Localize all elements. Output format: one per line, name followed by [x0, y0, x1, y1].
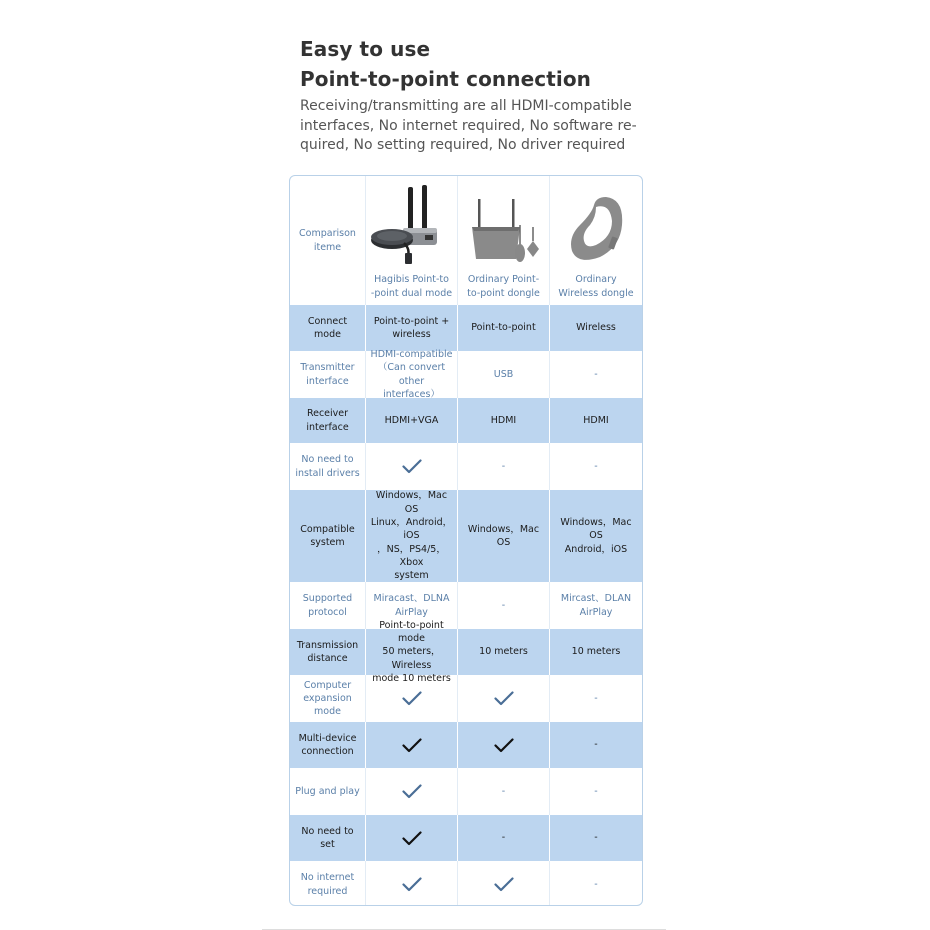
cell-value: HDMI [490, 414, 517, 426]
row-label-cell [290, 490, 366, 582]
row-label-cell [290, 722, 366, 768]
header [300, 34, 640, 156]
description-line: quired, No setting required, No driver required [300, 137, 626, 153]
cell-value: - [594, 368, 598, 380]
checkmark-icon [402, 691, 422, 706]
checkmark-icon [494, 877, 514, 892]
cell-value: mode 10 meters [372, 672, 451, 684]
cell-value: HDMI-compatible [370, 348, 453, 360]
checkmark-cell [458, 861, 550, 906]
product-hagibis-cell [366, 176, 458, 305]
row-label-cell [290, 815, 366, 861]
row-label-cell [290, 398, 366, 443]
product-ordinary-wireless-cell [550, 176, 642, 305]
checkmark-cell [366, 768, 458, 815]
value-cell [458, 815, 550, 861]
row-label: No internet [300, 872, 355, 884]
cell-value: - [594, 878, 598, 890]
checkmark-icon [402, 784, 422, 799]
wireless-dongle-icon [566, 193, 626, 267]
checkmark-cell [458, 675, 550, 722]
value-cell [458, 443, 550, 490]
cell-value: - [501, 599, 506, 611]
product-ordinary-p2p-cell [458, 176, 550, 305]
cell-value: - [501, 785, 506, 797]
value-cell [458, 305, 550, 351]
row-label: required [307, 885, 348, 897]
comparison-label-cell [290, 176, 366, 305]
row-label: Compatible [300, 523, 355, 535]
cell-value: - [594, 785, 598, 797]
checkmark-icon [402, 738, 422, 753]
value-cell [366, 348, 458, 400]
value-cell [550, 305, 642, 351]
cell-value: Android，iOS [564, 543, 628, 555]
cell-value: ，NS，PS4/5，Xbox [377, 543, 446, 568]
product-name: to-point dongle [467, 287, 540, 299]
checkmark-cell [366, 443, 458, 490]
value-cell [550, 722, 642, 768]
table-row [290, 305, 642, 351]
table-row [290, 768, 642, 815]
value-cell [458, 629, 550, 675]
cell-value: 10 meters [479, 646, 528, 658]
table-row [290, 861, 642, 906]
page-description [300, 97, 640, 156]
checkmark-cell [366, 675, 458, 722]
cell-value: - [594, 832, 598, 844]
value-cell [550, 629, 642, 675]
table-row [290, 443, 642, 490]
row-label: Transmission [296, 639, 359, 651]
table-header-row [290, 176, 642, 305]
cell-value: HDMI [583, 414, 609, 426]
row-label-cell [290, 675, 366, 722]
table-row [290, 815, 642, 861]
value-cell [366, 619, 458, 684]
cell-value: Windows，Mac OS [467, 523, 540, 548]
row-label: Supported [302, 593, 353, 605]
cell-value: wireless [392, 329, 431, 340]
product-name: Ordinary Point- [467, 274, 540, 286]
value-cell [550, 398, 642, 443]
checkmark-icon [494, 691, 514, 706]
row-label: interface [306, 375, 349, 387]
cell-value: - [594, 739, 598, 751]
product-name: Ordinary [575, 274, 617, 286]
page-title-line2: Point-to-point connection [300, 67, 592, 91]
cell-value: interfaces） [383, 388, 440, 400]
cell-value: Windows，Mac OS [375, 490, 448, 515]
cell-value: - [501, 832, 506, 844]
table-row [290, 348, 642, 400]
row-label: No need to set [301, 825, 354, 850]
checkmark-icon [494, 738, 514, 753]
row-label-cell [290, 861, 366, 906]
row-label-cell [290, 351, 366, 398]
cell-value: Point-to-point [471, 322, 536, 334]
checkmark-cell [458, 722, 550, 768]
row-label: Computer [303, 679, 352, 691]
table-row [290, 398, 642, 443]
router-with-dongles-icon [464, 197, 544, 267]
value-cell [550, 675, 642, 722]
table-row [290, 619, 642, 684]
value-cell [458, 490, 550, 582]
value-cell [366, 305, 458, 351]
checkmark-icon [402, 459, 422, 474]
product-name: -point dual mode [370, 287, 453, 299]
table-row [290, 582, 642, 629]
row-label: Plug and play [295, 785, 360, 797]
cell-value: （Can convert other [377, 362, 446, 387]
description-line: interfaces, No internet required, No software re- [300, 117, 637, 134]
value-cell [458, 398, 550, 443]
checkmark-cell [366, 815, 458, 861]
row-label-cell [290, 443, 366, 490]
row-label-cell [290, 582, 366, 629]
cell-value: USB [493, 368, 514, 380]
description-line: Receiving/transmitting are all HDMI-compatible [300, 98, 632, 114]
cell-value: Linux，Android，iOS [370, 517, 453, 542]
cell-value: 50 meters，Wireless [382, 646, 441, 671]
cell-value: Windows，Mac OS [560, 517, 632, 542]
cell-value: - [501, 460, 506, 472]
row-label: expansion mode [303, 692, 352, 718]
cell-value: Miracast、DLNA [373, 593, 450, 605]
value-cell [458, 582, 550, 629]
value-cell [550, 582, 642, 629]
row-label: Connect mode [307, 315, 348, 340]
comparison-table [289, 175, 643, 906]
cell-value: AirPlay [395, 606, 428, 618]
row-label-cell [290, 305, 366, 351]
comparison-label: Comparison [299, 228, 356, 240]
row-label: Transmitter [300, 362, 355, 374]
value-cell [550, 768, 642, 815]
table-row [290, 675, 642, 722]
value-cell [550, 861, 642, 906]
value-cell [550, 443, 642, 490]
value-cell [366, 398, 458, 443]
value-cell [458, 768, 550, 815]
row-label: connection [301, 746, 354, 757]
table-row [290, 490, 642, 582]
cell-value: Point-to-point mode [379, 619, 444, 645]
row-label: install drivers [295, 467, 360, 479]
checkmark-icon [402, 877, 422, 892]
value-cell [366, 490, 458, 582]
row-label-cell [290, 629, 366, 675]
row-label: system [310, 537, 345, 548]
comparison-label: iteme [313, 241, 342, 253]
row-label: protocol [308, 606, 347, 618]
cell-value: - [594, 692, 598, 704]
cell-value: Wireless [576, 322, 616, 334]
value-cell [458, 351, 550, 398]
value-cell [550, 490, 642, 582]
checkmark-icon [402, 831, 422, 846]
value-cell [550, 351, 642, 398]
cell-value: Point-to-point + [373, 315, 450, 327]
row-label: No need to [301, 454, 354, 466]
cell-value: system [394, 570, 429, 582]
page-title-line1: Easy to use [300, 37, 431, 61]
hagibis-transmitter-receiver-icon [370, 185, 454, 267]
cell-value: Mircast、DLAN [560, 593, 632, 605]
value-cell [550, 815, 642, 861]
table-row [290, 722, 642, 768]
row-label: interface [306, 421, 349, 433]
checkmark-cell [366, 722, 458, 768]
cell-value: 10 meters [571, 646, 621, 658]
row-label: Multi-device [298, 732, 357, 744]
cell-value: - [594, 460, 598, 472]
row-label: distance [307, 653, 348, 664]
row-label-cell [290, 768, 366, 815]
cell-value: AirPlay [579, 606, 613, 618]
checkmark-cell [366, 861, 458, 906]
product-name: Wireless dongle [558, 287, 634, 299]
row-label: Receiver [306, 408, 349, 420]
product-name: Hagibis Point-to [374, 274, 449, 286]
cell-value: HDMI+VGA [384, 414, 439, 426]
